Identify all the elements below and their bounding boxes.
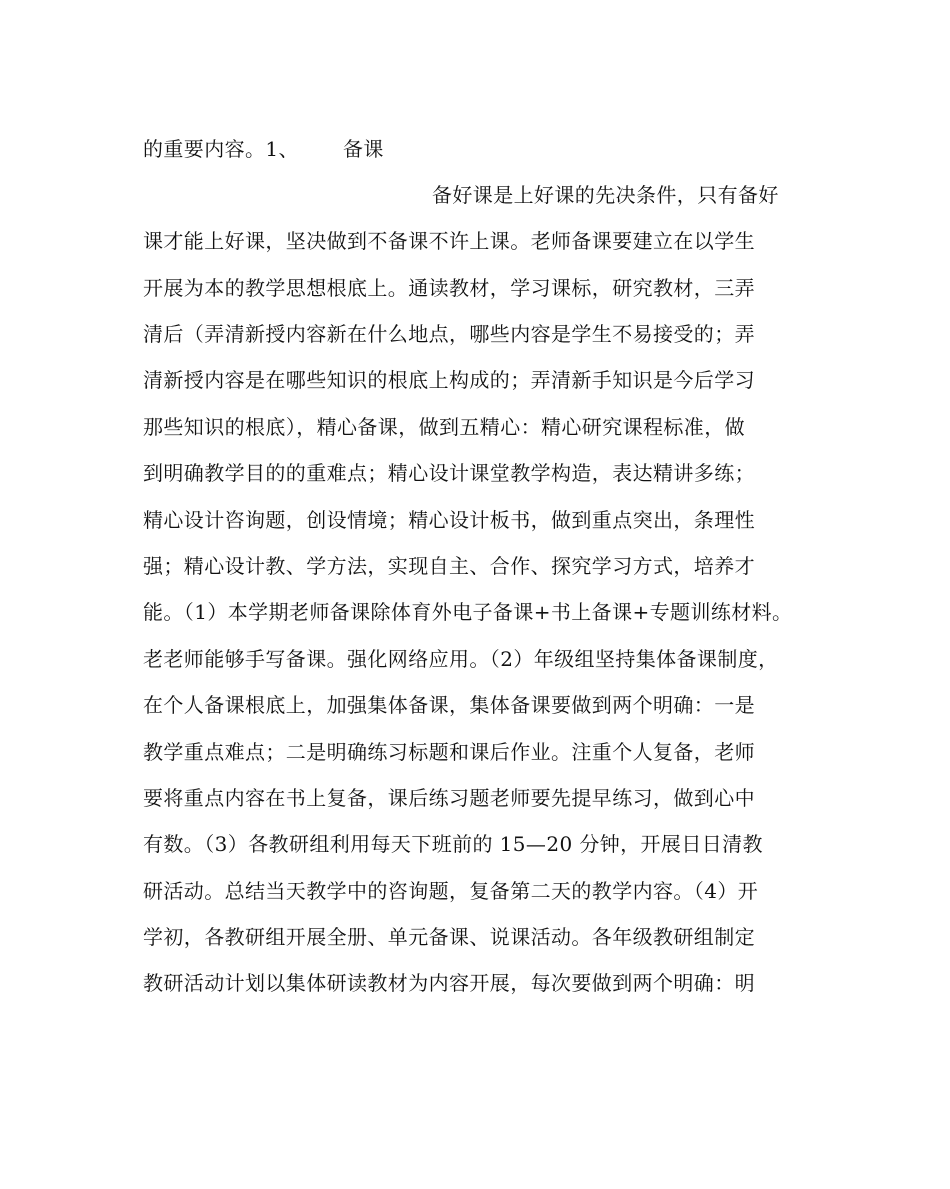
text-line-5: 清后（弄清新授内容新在什么地点，哪些内容是学生不易接受的；弄 xyxy=(143,322,755,346)
text-line-14: 教学重点难点；二是明确练习标题和课后作业。注重个人复备，老师 xyxy=(143,740,755,764)
text-line-16: 有数。（3）各教研组利用每天下班前的 15—20 分钟，开展日日清教 xyxy=(143,832,763,856)
text-line-13: 在个人备课根底上，加强集体备课，集体备课要做到两个明确：一是 xyxy=(143,693,755,717)
text-line-1 xyxy=(143,137,384,161)
text-line-10: 强；精心设计教、学方法，实现自主、合作、探究学习方式，培养才 xyxy=(143,554,755,578)
text-line-3: 课才能上好课，坚决做到不备课不许上课。老师备课要建立在以学生 xyxy=(143,229,755,253)
text-line-6: 清新授内容是在哪些知识的根底上构成的；弄清新手知识是今后学习 xyxy=(143,368,755,392)
text-line-1a: 的重要内容。1、 xyxy=(143,137,299,161)
text-line-4: 开展为本的教学思想根底上。通读教材，学习课标，研究教材，三弄 xyxy=(143,276,755,300)
text-line-9: 精心设计咨询题，创设情境；精心设计板书，做到重点突出，条理性 xyxy=(143,508,755,532)
text-line-7: 那些知识的根底），精心备课，做到五精心：精心研究课程标准，做 xyxy=(143,415,745,439)
text-line-12: 老老师能够手写备课。强化网络应用。（2）年级组坚持集体备课制度， xyxy=(143,647,779,671)
text-line-11: 能。（1）本学期老师备课除体育外电子备课+书上备课+专题训练材料。 xyxy=(143,600,793,624)
text-line-18: 学初，各教研组开展全册、单元备课、说课活动。各年级教研组制定 xyxy=(143,925,755,949)
text-line-8: 到明确教学目的的重难点；精心设计课堂教学构造，表达精讲多练； xyxy=(143,461,755,485)
text-line-15: 要将重点内容在书上复备，课后练习题老师要先提早练习，做到心中 xyxy=(143,786,755,810)
section-heading: 备课 xyxy=(342,137,384,161)
text-line-17: 研活动。总结当天教学中的咨询题，复备第二天的教学内容。（4）开 xyxy=(143,879,759,903)
text-line-19: 教研活动计划以集体研读教材为内容开展，每次要做到两个明确：明 xyxy=(143,971,755,995)
text-line-2: 备好课是上好课的先决条件，只有备好 xyxy=(432,183,779,207)
